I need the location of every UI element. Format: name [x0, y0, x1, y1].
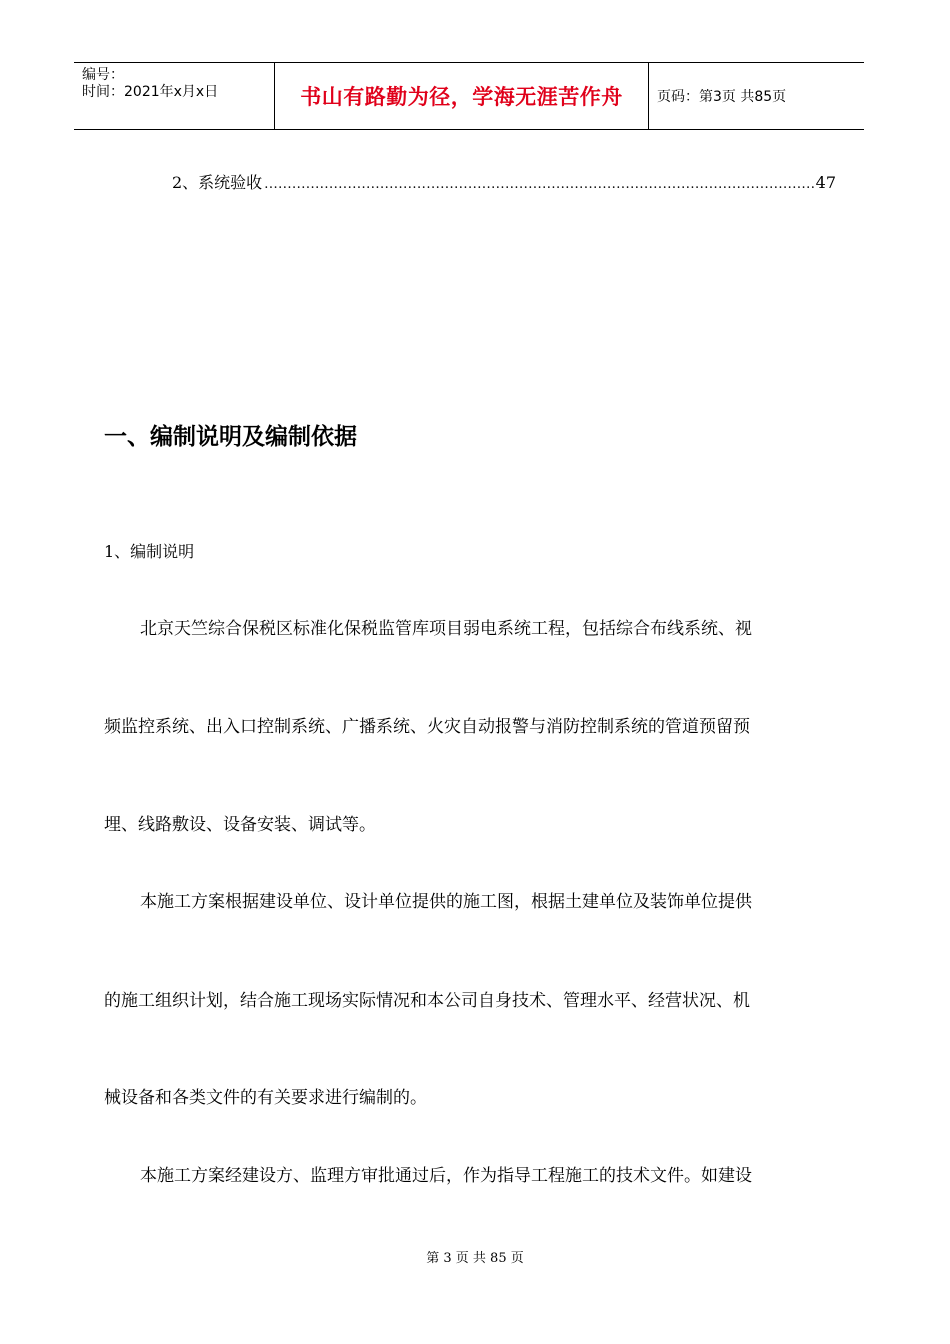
paragraph-line: 频监控系统、出入口控制系统、广播系统、火灾自动报警与消防控制系统的管道预留预 — [104, 717, 750, 737]
paragraph-line: 北京天竺综合保税区标准化保税监管库项目弱电系统工程，包括综合布线系统、视 — [140, 619, 752, 639]
toc-entry[interactable] — [172, 170, 836, 193]
paragraph-line: 本施工方案根据建设单位、设计单位提供的施工图，根据土建单位及装饰单位提供 — [140, 892, 752, 912]
header-meta — [74, 63, 275, 129]
toc-entry-page: 47 — [815, 173, 836, 192]
paragraph-line: 本施工方案经建设方、监理方审批通过后，作为指导工程施工的技术文件。如建设 — [140, 1166, 752, 1186]
document-time-label: 时间：2021年x月x日 — [82, 84, 219, 100]
header-motto: 书山有路勤为径，学海无涯苦作舟 — [275, 63, 649, 129]
toc-entry-label: 2、系统验收 — [172, 173, 263, 192]
paragraph-line: 械设备和各类文件的有关要求进行编制的。 — [104, 1088, 427, 1108]
toc-leader-dots — [264, 177, 813, 192]
page-header — [74, 62, 864, 130]
section-heading: 一、编制说明及编制依据 — [104, 424, 357, 450]
header-page-label: 页码：第3页 共85页 — [657, 89, 787, 105]
paragraph-line: 埋、线路敷设、设备安装、调试等。 — [104, 815, 376, 835]
paragraph-line: 的施工组织计划，结合施工现场实际情况和本公司自身技术、管理水平、经营状况、机 — [104, 991, 750, 1011]
page-footer: 第 3 页 共 85 页 — [426, 1251, 524, 1266]
document-number-label: 编号： — [82, 67, 124, 83]
subsection-heading: 1、编制说明 — [104, 542, 195, 561]
